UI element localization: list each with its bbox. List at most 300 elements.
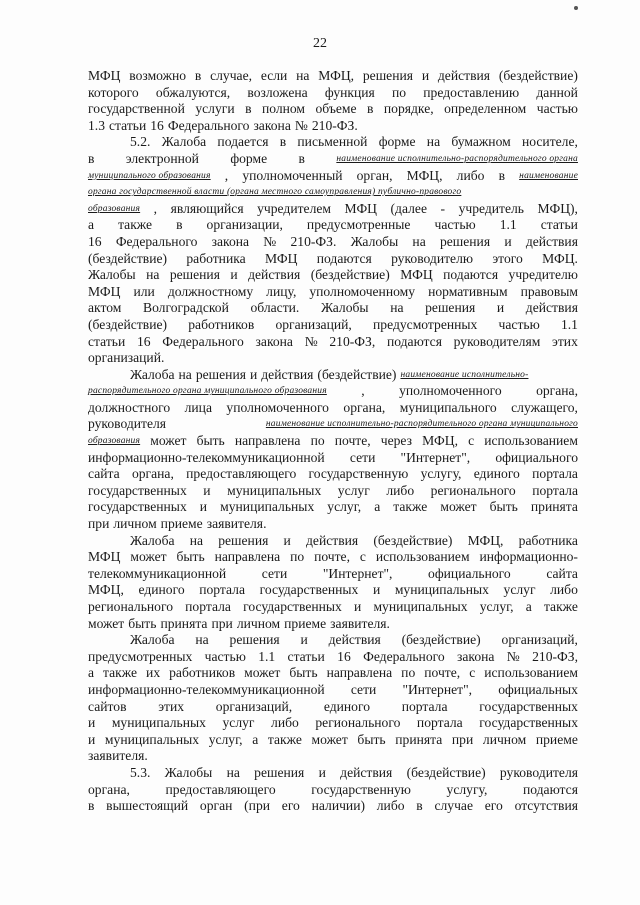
word: этого xyxy=(492,250,523,266)
word: нормативным xyxy=(428,283,508,299)
word: сайтов xyxy=(88,698,127,714)
word: статьи xyxy=(109,117,147,133)
word: Жалоба xyxy=(130,532,175,548)
word: "Интернет", xyxy=(402,681,473,697)
word: на xyxy=(195,632,209,648)
word: информационно-телекоммуникационной xyxy=(88,449,325,465)
text-line xyxy=(88,616,578,633)
handwritten-insertion: наименование исполнительно-распорядительного органа xyxy=(336,153,578,164)
word: телекоммуникационной xyxy=(88,565,227,581)
word: орган xyxy=(199,798,233,814)
word: работника xyxy=(186,250,246,266)
word: на xyxy=(296,68,310,83)
text-line xyxy=(88,516,578,533)
word: 1.3 xyxy=(88,117,105,133)
word: сети xyxy=(350,681,377,697)
word: единого xyxy=(323,698,371,714)
word: по xyxy=(290,549,305,565)
word: в xyxy=(367,101,374,117)
word: использованием xyxy=(484,665,578,681)
word: (далее xyxy=(390,200,427,216)
word: услуг xyxy=(337,482,370,498)
word: решения xyxy=(439,233,491,249)
word: решения xyxy=(254,764,305,780)
word: 210-ФЗ, xyxy=(532,648,578,664)
word: государственных xyxy=(243,599,342,614)
word: регионального xyxy=(315,715,401,731)
word: подаются xyxy=(386,333,442,349)
word: , xyxy=(153,200,158,216)
word: при xyxy=(211,615,233,631)
word: Жалобы xyxy=(164,764,213,780)
text-line xyxy=(88,217,578,234)
word: также xyxy=(267,731,302,747)
word: государственных xyxy=(479,698,578,714)
word: решения xyxy=(229,632,280,648)
word: организаций, xyxy=(275,316,352,332)
word: , xyxy=(361,383,365,399)
word: действия xyxy=(525,233,578,249)
text-line xyxy=(88,284,578,301)
word: также xyxy=(103,665,138,681)
word: 16 xyxy=(337,648,351,664)
handwritten-insertion: наименование xyxy=(519,170,578,181)
word: приеме xyxy=(160,516,203,532)
word: может xyxy=(88,615,125,631)
text-line xyxy=(88,234,578,251)
word: № xyxy=(304,333,318,349)
word: МФЦ xyxy=(264,250,298,266)
word: руководителя xyxy=(499,764,578,780)
word: портала xyxy=(532,482,578,498)
text-line xyxy=(88,798,578,815)
word: Федерального xyxy=(167,117,250,133)
word: действия xyxy=(437,68,491,83)
word: работника xyxy=(518,532,578,548)
word: направлена xyxy=(214,549,281,565)
word: либо xyxy=(386,482,415,498)
word: в xyxy=(416,798,423,814)
word: либо xyxy=(376,798,405,814)
word: быть xyxy=(289,665,318,681)
word: портала xyxy=(532,466,578,482)
word: а xyxy=(88,665,95,681)
word: единого xyxy=(138,582,185,598)
word: а xyxy=(525,599,532,614)
word: единого xyxy=(473,466,520,482)
word: и xyxy=(504,233,512,249)
handwritten-insertion: образования xyxy=(88,436,141,447)
text-line xyxy=(88,748,578,765)
word: может xyxy=(311,731,348,747)
word: Федерального xyxy=(115,233,198,249)
word: этих xyxy=(158,698,185,714)
word: (бездействие) xyxy=(310,267,390,283)
word: организаций, xyxy=(501,632,578,648)
word: актом xyxy=(88,300,122,316)
word: которого xyxy=(88,84,139,100)
word: быть xyxy=(128,615,157,631)
word: может xyxy=(150,433,187,449)
word: также xyxy=(118,217,153,233)
word: "Интернет", xyxy=(322,565,393,581)
word: с xyxy=(468,433,475,449)
word: предусмотренных xyxy=(88,648,193,664)
word: и xyxy=(249,366,258,382)
text-line xyxy=(88,317,578,334)
text-line xyxy=(88,85,578,102)
word: их xyxy=(146,665,161,681)
word: с xyxy=(469,665,476,681)
word: почте, xyxy=(424,665,461,681)
word: государственную xyxy=(308,466,409,482)
word: частью xyxy=(204,648,246,664)
handwritten-insertion: распорядительного органа муниципального образования xyxy=(88,386,327,397)
word: Федерального xyxy=(162,333,244,349)
word: может xyxy=(130,549,167,565)
word: вышестоящий xyxy=(106,798,189,814)
word: лицу, xyxy=(266,283,297,299)
word: являющийся xyxy=(170,200,244,216)
text-line xyxy=(88,350,578,367)
word: 1.1 xyxy=(499,217,517,233)
word: и xyxy=(283,532,291,548)
word: и xyxy=(203,482,211,498)
word: МФЦ xyxy=(88,283,121,299)
word: по xyxy=(310,433,325,449)
word: 210-ФЗ. xyxy=(290,233,337,249)
word: на xyxy=(412,233,426,249)
word: (бездействие) xyxy=(401,632,481,648)
text-line xyxy=(88,68,578,85)
word: наличии) xyxy=(311,798,366,814)
word: государственных xyxy=(88,482,187,498)
word: также xyxy=(543,599,578,614)
handwritten-insertion: наименование исполнительно-распорядительного органа муниципального xyxy=(265,419,578,430)
word: объеме xyxy=(315,101,357,117)
word: в xyxy=(176,217,183,233)
text-line xyxy=(88,599,578,616)
word: (бездействие) xyxy=(88,250,168,266)
word: руководителя xyxy=(88,416,167,432)
word: также xyxy=(393,499,428,515)
text-line xyxy=(88,433,578,450)
text-line xyxy=(88,682,578,699)
word: в xyxy=(245,101,252,117)
word: подаются xyxy=(316,250,372,266)
handwritten-insertion: наименование исполнительно- xyxy=(400,369,529,380)
word: Жалобы xyxy=(320,300,369,316)
word: государственных xyxy=(88,499,187,515)
word: и xyxy=(421,68,430,83)
word: Федерального xyxy=(363,648,445,664)
word: если xyxy=(260,68,288,83)
word: а xyxy=(252,731,259,747)
word: направлена xyxy=(326,665,393,681)
word: услуги xyxy=(195,101,235,117)
word: МФЦ, xyxy=(422,433,458,449)
word: органа, xyxy=(131,466,174,482)
word: при xyxy=(451,731,474,747)
word: правовым xyxy=(520,283,578,299)
word: уполномоченного xyxy=(399,383,502,399)
text-line xyxy=(88,416,578,433)
word: предоставлению xyxy=(423,84,520,100)
text-line xyxy=(88,466,578,483)
word: в xyxy=(88,150,95,166)
word: № xyxy=(294,117,308,133)
word: а xyxy=(88,217,95,233)
word: - xyxy=(440,200,446,216)
word: уполномоченный xyxy=(242,167,343,183)
word: 5.3. xyxy=(130,764,151,780)
word: государственную xyxy=(311,781,411,797)
word: МФЦ xyxy=(88,549,121,565)
word: Жалоба xyxy=(130,632,175,648)
text-line xyxy=(88,782,578,799)
word: официальных xyxy=(498,681,578,697)
word: частью xyxy=(434,217,476,233)
word: (бездействие) xyxy=(88,316,168,332)
word: (при xyxy=(244,798,271,814)
text-line xyxy=(88,665,578,682)
word: и xyxy=(354,599,362,614)
word: на xyxy=(189,532,204,548)
word: регионального xyxy=(88,599,173,614)
word: форме xyxy=(378,134,416,150)
text-line xyxy=(88,450,578,467)
word: решения xyxy=(195,366,246,382)
text-line xyxy=(88,699,578,716)
word: решения xyxy=(362,68,414,83)
word: принята xyxy=(530,499,578,515)
word: № xyxy=(506,648,520,664)
word: в xyxy=(298,150,305,166)
word: почте, xyxy=(334,433,371,449)
word: официального xyxy=(495,449,578,465)
word: учредителю xyxy=(508,267,578,283)
word: официального xyxy=(428,565,511,581)
word: носителе, xyxy=(521,134,578,150)
word: быть xyxy=(489,499,518,515)
text-line xyxy=(88,499,578,516)
word: данной xyxy=(536,84,578,100)
word: в xyxy=(88,798,95,814)
word: и xyxy=(300,632,308,648)
word: уполномоченного xyxy=(226,399,329,415)
word: функция xyxy=(324,84,375,100)
word: заявителя. xyxy=(88,748,148,764)
document-body xyxy=(88,68,578,815)
text-line xyxy=(88,533,578,550)
word: организаций, xyxy=(215,698,293,714)
word: и xyxy=(88,731,96,747)
handwritten-insertion: муниципального образования xyxy=(88,170,211,181)
text-line xyxy=(88,383,578,400)
word: в xyxy=(194,68,202,83)
word: учредителем xyxy=(257,200,331,216)
word: по xyxy=(401,665,416,681)
word: органа, xyxy=(536,383,578,399)
text-line xyxy=(88,632,578,649)
word: при xyxy=(88,516,110,532)
word: "Интернет", xyxy=(400,449,471,465)
word: услуг, xyxy=(208,731,243,747)
word: на xyxy=(178,366,192,382)
word: может xyxy=(244,665,281,681)
word: услугу, xyxy=(446,781,488,797)
word: и xyxy=(318,764,326,780)
word: информационно-телекоммуникационной xyxy=(88,681,325,697)
word: Жалоба xyxy=(130,366,175,382)
word: должностного xyxy=(88,399,171,415)
word: муниципального xyxy=(399,399,497,415)
word: муниципальных xyxy=(220,499,315,515)
word: учредитель xyxy=(458,200,525,216)
word: принята xyxy=(160,615,208,631)
word: предусмотренных xyxy=(373,316,478,332)
word: этих xyxy=(552,333,578,349)
word: государственной xyxy=(88,101,185,117)
word: или xyxy=(133,283,155,299)
text-line xyxy=(88,334,578,351)
word: использованием xyxy=(484,433,578,449)
word: орган, xyxy=(356,167,393,183)
text-line xyxy=(88,251,578,268)
word: может xyxy=(440,499,477,515)
text-line xyxy=(88,582,578,599)
word: возложена xyxy=(247,84,308,100)
text-line xyxy=(88,732,578,749)
word: № xyxy=(263,233,277,249)
word: подаются xyxy=(522,781,578,797)
word: закона xyxy=(255,333,293,349)
word: услуг, xyxy=(479,599,514,614)
word: организации, xyxy=(206,217,283,233)
word: МФЦ xyxy=(88,68,121,83)
word: 210-ФЗ, xyxy=(329,333,376,349)
word: действия xyxy=(328,632,381,648)
word: органа, xyxy=(88,781,130,797)
word: и xyxy=(199,499,208,515)
word: услугу, xyxy=(420,466,462,482)
word: портала xyxy=(416,715,463,731)
word: работников xyxy=(169,665,236,681)
word: органа, xyxy=(343,399,386,415)
word: регионального xyxy=(430,482,516,498)
word: сайта xyxy=(88,466,120,482)
text-line xyxy=(88,184,578,201)
word: письменной xyxy=(297,134,368,150)
word: портала xyxy=(199,582,245,598)
word: в xyxy=(279,134,287,150)
word: услуг, xyxy=(327,499,362,515)
text-line xyxy=(88,300,578,317)
text-line xyxy=(88,151,578,168)
text-line xyxy=(88,566,578,583)
word: приеме xyxy=(535,731,578,747)
word: муниципальных xyxy=(373,599,468,614)
word: обжалуются, xyxy=(155,84,231,100)
word: подаются xyxy=(443,267,499,283)
word: Волгоградской xyxy=(143,300,229,316)
word: действия xyxy=(261,366,314,382)
word: Жалобы xyxy=(350,233,399,249)
word: и xyxy=(88,715,96,731)
word: по xyxy=(392,84,407,100)
word: подается xyxy=(217,134,269,150)
word: порядке, xyxy=(383,101,434,117)
word: возможно xyxy=(129,68,187,83)
word: МФЦ, xyxy=(406,167,443,183)
word: муниципальных xyxy=(227,482,322,498)
word: решения xyxy=(169,267,220,283)
word: служащего, xyxy=(511,399,578,415)
word: руководителям xyxy=(453,333,541,349)
word: почте, xyxy=(314,549,350,565)
word: государственных xyxy=(479,715,578,731)
word: и xyxy=(496,300,505,316)
word: решения xyxy=(218,532,269,548)
word: электронной xyxy=(125,150,199,166)
word: статьи xyxy=(287,648,325,664)
word: форме xyxy=(230,150,268,166)
word: Жалобы xyxy=(88,267,136,283)
word: МФЦ, xyxy=(318,68,355,83)
text-line xyxy=(88,134,578,151)
word: принята xyxy=(395,731,443,747)
page-number: 22 xyxy=(313,36,327,51)
scan-dot xyxy=(574,6,578,10)
word: (бездействие) xyxy=(373,532,453,548)
word: сайта xyxy=(546,565,578,581)
word: направлена xyxy=(234,433,301,449)
word: должностному xyxy=(167,283,254,299)
word: закона xyxy=(253,117,291,133)
word: 16 xyxy=(150,117,164,133)
word: МФЦ xyxy=(344,200,377,216)
word: работников xyxy=(188,316,255,332)
word: МФЦ. xyxy=(542,250,578,266)
word: частью xyxy=(536,101,578,117)
word: быть xyxy=(196,433,225,449)
word: действия xyxy=(248,267,301,283)
word: на xyxy=(146,267,160,283)
word: Жалоба xyxy=(161,134,207,150)
handwritten-insertion: органа государственной власти (органа местного самоуправления) публично-правового xyxy=(88,187,462,198)
word: предоставляющего xyxy=(165,781,276,797)
word: 210-ФЗ. xyxy=(311,117,358,133)
word: (бездействие) xyxy=(406,764,486,780)
handwritten-insertion: образования xyxy=(88,203,141,214)
word: сети xyxy=(349,449,376,465)
text-line xyxy=(88,549,578,566)
word: приеме xyxy=(284,615,327,631)
word: случае, xyxy=(210,68,253,83)
word: частью xyxy=(498,316,540,332)
text-line xyxy=(88,483,578,500)
word: заявителя. xyxy=(330,615,390,631)
word: организаций. xyxy=(88,350,165,366)
text-line xyxy=(88,267,578,284)
word: определенном xyxy=(444,101,527,117)
word: уполномоченному xyxy=(309,283,416,299)
text-line xyxy=(88,649,578,666)
word: на xyxy=(226,764,240,780)
word: действия xyxy=(525,300,578,316)
text-line xyxy=(88,715,578,732)
word: отсутствия xyxy=(514,798,578,814)
